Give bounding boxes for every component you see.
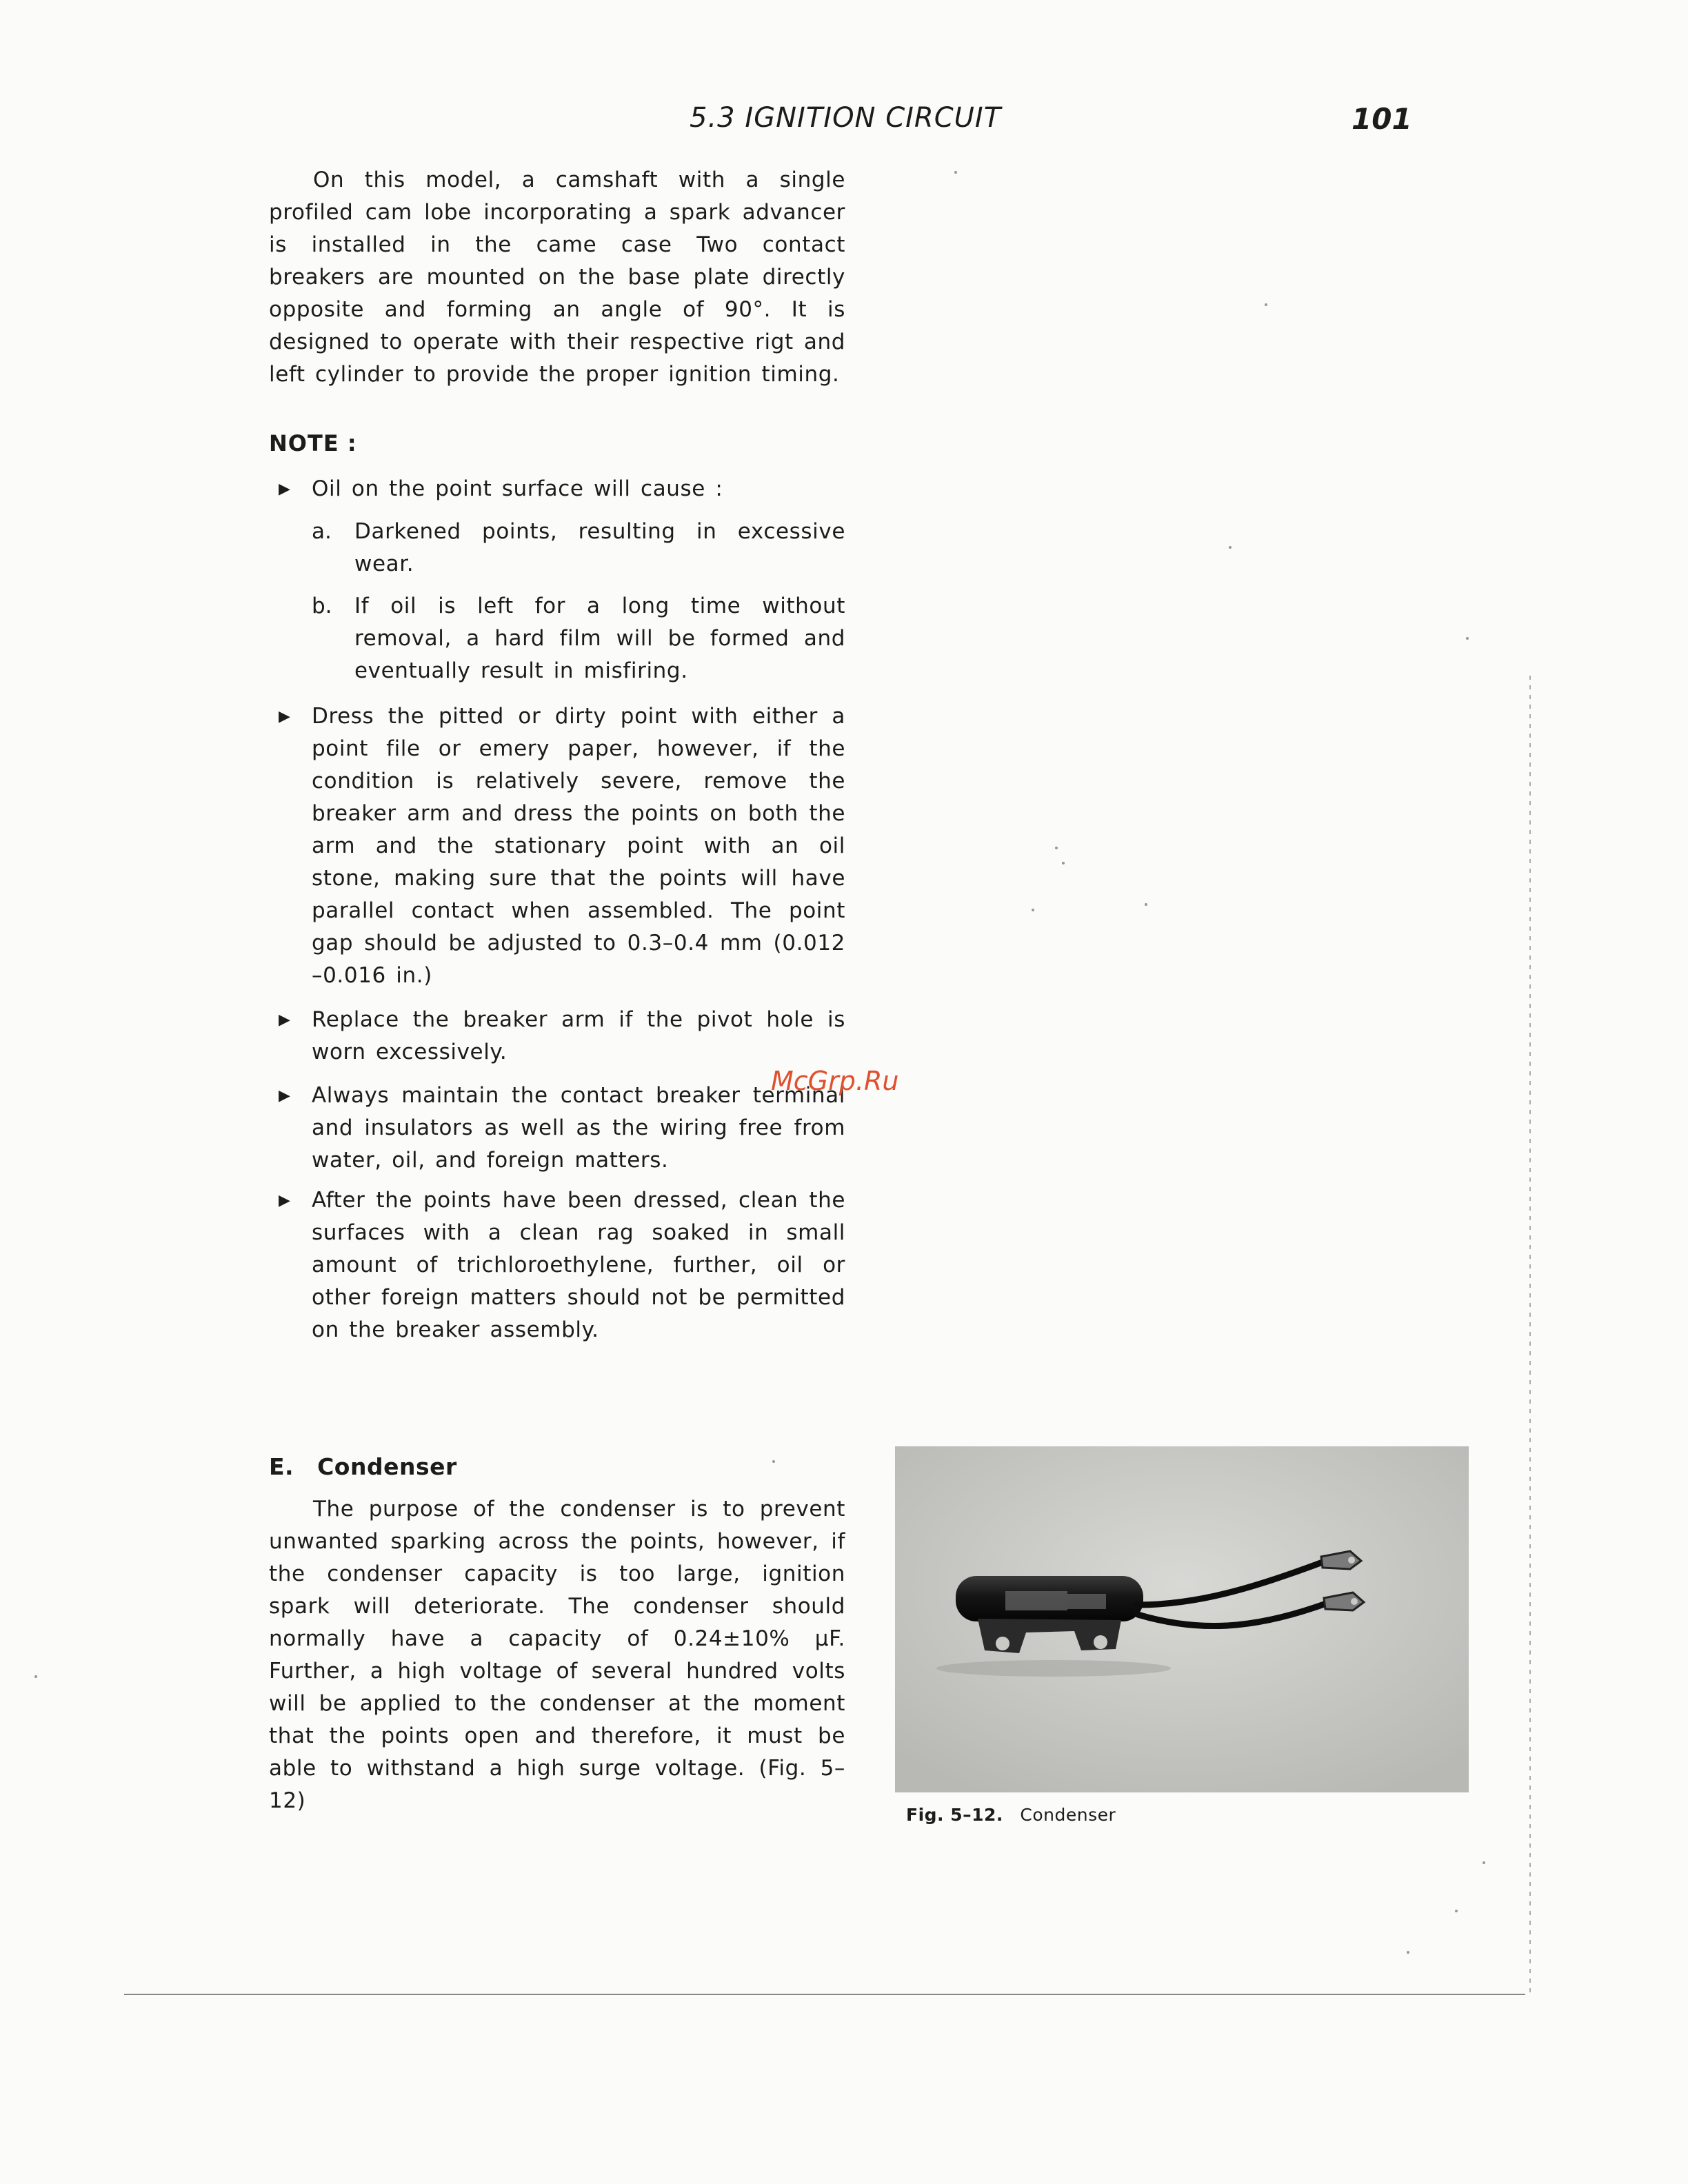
section-label: E. [269, 1453, 294, 1480]
bullet-arrow-icon: ▶ [279, 1087, 290, 1104]
condenser-illustration [895, 1446, 1469, 1792]
note-bullet [269, 473, 845, 505]
bullet-text: Dress the pitted or dirty point with either a point file or emery paper, however, if the condition is relatively severe, remove the breaker arm and dress the points on both the arm and the stationary point with an oil stone, making sure that the points will have parallel contact when assembled. The point gap should be adjusted to 0.3–0.4 mm (0.012 –0.016 in.) [312, 704, 845, 988]
section-title: Condenser [317, 1453, 457, 1480]
bullet-text: Replace the breaker arm if the pivot hole is worn excessively. [312, 1007, 845, 1064]
note-title: NOTE : [269, 430, 357, 456]
bullet-arrow-icon: ▶ [279, 1011, 290, 1029]
intro-paragraph: On this model, a camshaft with a single profiled cam lobe incorporating a spark advancer is installed in the came case Two contact breakers are mounted on the base plate directly opposite and forming an angle of 90°. It is designed to operate with their respective rigt and left cylinder to provide the proper ignition timing. [269, 168, 845, 387]
bullet-text: Always maintain the contact breaker terminal and insulators as well as the wiring free from water, oil, and foreign matters. [312, 1083, 845, 1173]
subitem-text: Darkened points, resulting in excessive wear. [354, 519, 845, 576]
bullet-arrow-icon: ▶ [279, 481, 290, 498]
note-bullet [269, 700, 845, 992]
bullet-text: Oil on the point surface will cause : [312, 476, 723, 501]
scan-speck [1466, 637, 1469, 640]
scan-speck [1407, 1951, 1409, 1954]
watermark: McGrp.Ru [771, 1066, 899, 1096]
scan-speck [1145, 903, 1147, 906]
scan-speck [1265, 303, 1267, 306]
subitem-label: a. [312, 519, 332, 544]
figure-label: Fig. 5–12. [906, 1805, 1003, 1825]
scan-speck [34, 1675, 37, 1678]
subitem-label: b. [312, 594, 332, 618]
note-subitem [312, 590, 845, 687]
page-edge-line [1529, 676, 1531, 1992]
condenser-paragraph: The purpose of the condenser is to prevent unwanted sparking across the points, however, if the condenser capacity is too large, ignition spark will deteriorate. The condenser should normally have a capacity of 0.24±10% µF. Further, a high voltage of several hundred volts will be applied to the condenser at the moment that the points open and therefore, it must be able to withstand a high surge voltage. (Fig. 5–12) [269, 1497, 845, 1813]
scan-speck [1455, 1910, 1458, 1912]
note-subitem [312, 516, 845, 580]
note-bullet [269, 1004, 845, 1069]
section-heading [269, 1453, 457, 1480]
page-title: 5.3 IGNITION CIRCUIT [690, 102, 1002, 134]
condenser-text-block [269, 1493, 845, 1817]
note-bullet [269, 1184, 845, 1346]
subitem-text: If oil is left for a long time without removal, a hard film will be formed and eventually result in misfiring. [354, 594, 845, 683]
scan-speck [1062, 862, 1065, 865]
bullet-arrow-icon: ▶ [279, 708, 290, 725]
condenser-photo [895, 1446, 1469, 1792]
bullet-arrow-icon: ▶ [279, 1192, 290, 1209]
scan-speck [1229, 546, 1232, 549]
scan-speck [1055, 847, 1058, 849]
intro-text-block [269, 164, 845, 391]
figure-caption [906, 1805, 1116, 1825]
scan-speck [954, 171, 957, 174]
scan-speck [1483, 1861, 1485, 1864]
scan-speck [1032, 909, 1034, 911]
scan-speck [772, 1460, 775, 1463]
note-bullet [269, 1080, 845, 1177]
bottom-rule [124, 1994, 1525, 1995]
bullet-text: After the points have been dressed, clean the surfaces with a clean rag soaked in small amount of trichloroethylene, further, oil or other foreign matters should not be permitted on the breaker assembly. [312, 1188, 845, 1342]
page-number: 101 [1352, 102, 1412, 136]
figure-caption-text: Condenser [1020, 1805, 1116, 1825]
